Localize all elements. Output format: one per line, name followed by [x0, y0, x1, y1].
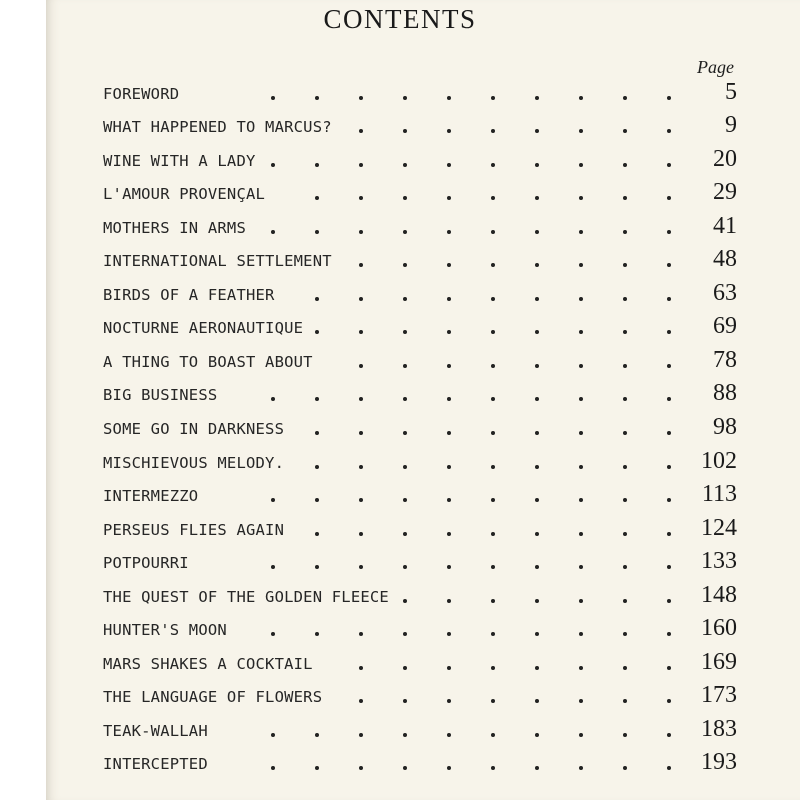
leader-dot	[315, 230, 319, 234]
leader-dot	[403, 766, 407, 770]
leader-dot	[403, 666, 407, 670]
toc-entry-page-number: 41	[713, 212, 737, 239]
leader-dot	[667, 230, 671, 234]
leader-dot	[491, 230, 495, 234]
leader-dot	[315, 532, 319, 536]
leader-dot	[535, 599, 539, 603]
leader-dot	[667, 498, 671, 502]
leader-dot	[623, 766, 627, 770]
leader-dot	[359, 733, 363, 737]
toc-entry-title: THE LANGUAGE OF FLOWERS	[103, 688, 323, 707]
leader-dot	[359, 196, 363, 200]
leader-dot	[623, 465, 627, 469]
leader-dot	[403, 733, 407, 737]
leader-dot	[403, 565, 407, 569]
leader-dot	[579, 230, 583, 234]
leader-dot	[403, 364, 407, 368]
leader-dot	[491, 163, 495, 167]
leader-dot	[535, 666, 539, 670]
toc-entry-page-number: 148	[701, 581, 737, 608]
leader-dot	[667, 263, 671, 267]
leader-dot	[359, 766, 363, 770]
leader-dot	[447, 163, 451, 167]
leader-dot	[315, 632, 319, 636]
toc-entry-title: THE QUEST OF THE GOLDEN FLEECE	[103, 587, 389, 606]
leader-dot	[447, 733, 451, 737]
leader-dot	[315, 163, 319, 167]
toc-entry-page-number: 20	[713, 145, 737, 172]
leader-dot	[667, 364, 671, 368]
leader-dot	[447, 263, 451, 267]
leader-dot	[491, 666, 495, 670]
leader-dot	[447, 431, 451, 435]
leader-dot	[359, 330, 363, 334]
leader-dot	[535, 163, 539, 167]
leader-dot	[359, 666, 363, 670]
leader-dot	[315, 96, 319, 100]
toc-entry-page-number: 63	[713, 279, 737, 306]
toc-entry-page-number: 133	[701, 548, 737, 575]
leader-dot	[491, 599, 495, 603]
leader-dot	[667, 532, 671, 536]
toc-entry-page-number: 102	[701, 447, 737, 474]
leader-dot	[491, 766, 495, 770]
leader-dot	[447, 397, 451, 401]
toc-entry-page-number: 88	[713, 380, 737, 407]
leader-dot	[535, 330, 539, 334]
leader-dot	[491, 733, 495, 737]
table-of-contents	[103, 72, 737, 776]
leader-dot	[535, 699, 539, 703]
leader-dot	[359, 532, 363, 536]
leader-dot	[359, 96, 363, 100]
leader-dot	[579, 297, 583, 301]
leader-dot	[667, 733, 671, 737]
leader-dot	[667, 297, 671, 301]
leader-dot	[535, 230, 539, 234]
toc-entry-page-number: 113	[701, 481, 737, 508]
leader-dot	[447, 330, 451, 334]
toc-entry-page-number: 98	[713, 414, 737, 441]
toc-entry-title: WHAT HAPPENED TO MARCUS?	[103, 118, 332, 137]
leader-dot	[447, 699, 451, 703]
toc-entry-title: BIRDS OF A FEATHER	[103, 285, 275, 304]
leader-dot	[447, 230, 451, 234]
leader-dot	[271, 733, 275, 737]
leader-dot	[403, 632, 407, 636]
toc-entry-title: MARS SHAKES A COCKTAIL	[103, 654, 313, 673]
leader-dot	[271, 230, 275, 234]
leader-dot	[579, 397, 583, 401]
leader-dot	[447, 666, 451, 670]
leader-dot	[447, 532, 451, 536]
toc-entry	[103, 642, 737, 676]
toc-entry	[103, 676, 737, 710]
toc-entry-title: FOREWORD	[103, 84, 180, 103]
leader-dot	[359, 364, 363, 368]
leader-dot	[315, 465, 319, 469]
leader-dot	[579, 465, 583, 469]
leader-dot	[579, 196, 583, 200]
leader-dot	[359, 431, 363, 435]
leader-dot	[447, 129, 451, 133]
leader-dot	[491, 699, 495, 703]
leader-dot	[403, 532, 407, 536]
leader-dot	[623, 599, 627, 603]
leader-dot	[579, 129, 583, 133]
leader-dot	[579, 498, 583, 502]
toc-entry-page-number: 193	[701, 749, 737, 776]
leader-dot	[315, 431, 319, 435]
leader-dot	[579, 699, 583, 703]
leader-dot	[403, 465, 407, 469]
toc-entry	[103, 173, 737, 207]
toc-entry-title: INTERCEPTED	[103, 755, 208, 774]
leader-dot	[315, 498, 319, 502]
page-column-label: Page	[697, 57, 734, 77]
leader-dot	[579, 733, 583, 737]
leader-dot	[447, 96, 451, 100]
leader-dot	[403, 196, 407, 200]
leader-dot	[359, 263, 363, 267]
leader-dot	[579, 632, 583, 636]
leader-dot	[491, 330, 495, 334]
leader-dot	[623, 96, 627, 100]
toc-entry	[103, 407, 737, 441]
toc-entry	[103, 106, 737, 140]
toc-entry	[103, 475, 737, 509]
leader-dot	[667, 599, 671, 603]
toc-entry-page-number: 169	[701, 648, 737, 675]
leader-dot	[623, 230, 627, 234]
leader-dot	[271, 163, 275, 167]
leader-dot	[271, 632, 275, 636]
leader-dot	[315, 397, 319, 401]
leader-dot	[491, 397, 495, 401]
leader-dot	[491, 532, 495, 536]
toc-entry-title: L'AMOUR PROVENÇAL	[103, 185, 266, 204]
toc-entry-page-number: 160	[701, 615, 737, 642]
toc-entry-title: WINE WITH A LADY	[103, 151, 256, 170]
leader-dot	[667, 129, 671, 133]
leader-dot	[623, 330, 627, 334]
leader-dot	[403, 230, 407, 234]
toc-entry-page-number: 9	[725, 112, 737, 139]
leader-dot	[271, 498, 275, 502]
leader-dot	[447, 498, 451, 502]
toc-entry	[103, 575, 737, 609]
toc-entry-title: PERSEUS FLIES AGAIN	[103, 520, 285, 539]
toc-entry	[103, 441, 737, 475]
leader-dot	[623, 699, 627, 703]
leader-dot	[447, 196, 451, 200]
leader-dot	[447, 465, 451, 469]
leader-dot	[491, 96, 495, 100]
toc-entry	[103, 307, 737, 341]
leader-dot	[623, 196, 627, 200]
leader-dot	[403, 498, 407, 502]
leader-dot	[667, 330, 671, 334]
leader-dot	[403, 431, 407, 435]
leader-dot	[359, 129, 363, 133]
leader-dot	[535, 431, 539, 435]
toc-entry-title: BIG BUSINESS	[103, 386, 218, 405]
leader-dot	[535, 766, 539, 770]
leader-dot	[623, 297, 627, 301]
leader-dot	[623, 397, 627, 401]
toc-entry	[103, 139, 737, 173]
leader-dot	[579, 330, 583, 334]
leader-dot	[535, 196, 539, 200]
leader-dot	[579, 532, 583, 536]
toc-entry	[103, 508, 737, 542]
leader-dot	[403, 129, 407, 133]
leader-dot	[623, 532, 627, 536]
leader-dot	[491, 364, 495, 368]
leader-dot	[403, 699, 407, 703]
leader-dot	[535, 733, 539, 737]
leader-dot	[623, 666, 627, 670]
leader-dot	[535, 565, 539, 569]
toc-entry-page-number: 78	[713, 346, 737, 373]
leader-dot	[359, 397, 363, 401]
leader-dot	[491, 632, 495, 636]
toc-entry-title: TEAK-WALLAH	[103, 721, 208, 740]
leader-dot	[623, 733, 627, 737]
leader-dot	[579, 565, 583, 569]
leader-dot	[667, 699, 671, 703]
leader-dot	[491, 498, 495, 502]
leader-dot	[403, 397, 407, 401]
toc-entry	[103, 72, 737, 106]
leader-dot	[579, 96, 583, 100]
leader-dot	[667, 196, 671, 200]
leader-dot	[315, 330, 319, 334]
leader-dot	[403, 263, 407, 267]
leader-dot	[667, 96, 671, 100]
leader-dot	[623, 364, 627, 368]
toc-entry-page-number: 183	[701, 715, 737, 742]
toc-entry	[103, 206, 737, 240]
leader-dot	[359, 465, 363, 469]
toc-entry	[103, 709, 737, 743]
toc-entry-page-number: 5	[725, 78, 737, 105]
leader-dot	[667, 666, 671, 670]
leader-dot	[579, 364, 583, 368]
leader-dot	[403, 330, 407, 334]
toc-entry-title: POTPOURRI	[103, 554, 189, 573]
leader-dot	[315, 766, 319, 770]
toc-entry-title: INTERNATIONAL SETTLEMENT	[103, 252, 332, 271]
leader-dot	[359, 498, 363, 502]
toc-entry-page-number: 173	[701, 682, 737, 709]
leader-dot	[447, 632, 451, 636]
leader-dot	[403, 599, 407, 603]
toc-entry	[103, 542, 737, 576]
leader-dot	[491, 129, 495, 133]
leader-dot	[271, 766, 275, 770]
leader-dot	[535, 364, 539, 368]
leader-dot	[491, 196, 495, 200]
toc-entry-title: HUNTER'S MOON	[103, 621, 227, 640]
leader-dot	[359, 297, 363, 301]
leader-dot	[315, 297, 319, 301]
toc-entry	[103, 609, 737, 643]
leader-dot	[623, 163, 627, 167]
leader-dot	[535, 498, 539, 502]
leader-dot	[535, 532, 539, 536]
leader-dot	[667, 632, 671, 636]
leader-dot	[667, 766, 671, 770]
toc-entry-title: NOCTURNE AERONAUTIQUE	[103, 319, 304, 338]
leader-dot	[359, 163, 363, 167]
toc-entry-page-number: 48	[713, 246, 737, 273]
leader-dot	[359, 632, 363, 636]
leader-dot	[535, 465, 539, 469]
leader-dot	[579, 599, 583, 603]
toc-entry-title: MISCHIEVOUS MELODY.	[103, 453, 285, 472]
leader-dot	[447, 297, 451, 301]
leader-dot	[579, 163, 583, 167]
leader-dot	[579, 263, 583, 267]
leader-dot	[623, 565, 627, 569]
leader-dot	[403, 297, 407, 301]
leader-dot	[535, 297, 539, 301]
leader-dot	[359, 699, 363, 703]
toc-entry-title: INTERMEZZO	[103, 487, 199, 506]
leader-dot	[535, 632, 539, 636]
toc-entry	[103, 743, 737, 777]
leader-dot	[535, 397, 539, 401]
leader-dot	[315, 196, 319, 200]
toc-entry-title: MOTHERS IN ARMS	[103, 218, 246, 237]
toc-entry	[103, 273, 737, 307]
leader-dot	[535, 263, 539, 267]
leader-dot	[667, 465, 671, 469]
toc-entry-page-number: 29	[713, 179, 737, 206]
leader-dot	[667, 163, 671, 167]
leader-dot	[623, 263, 627, 267]
leader-dot	[447, 565, 451, 569]
leader-dot	[447, 599, 451, 603]
leader-dot	[491, 297, 495, 301]
leader-dot	[491, 263, 495, 267]
toc-entry-page-number: 124	[701, 514, 737, 541]
leader-dot	[623, 129, 627, 133]
toc-entry	[103, 240, 737, 274]
toc-entry	[103, 340, 737, 374]
leader-dot	[667, 397, 671, 401]
leader-dot	[535, 129, 539, 133]
leader-dot	[667, 565, 671, 569]
leader-dot	[579, 431, 583, 435]
leader-dot	[271, 96, 275, 100]
leader-dot	[535, 96, 539, 100]
leader-dot	[579, 766, 583, 770]
leader-dot	[667, 431, 671, 435]
toc-entry-page-number: 69	[713, 313, 737, 340]
leader-dot	[447, 766, 451, 770]
toc-entry-title: A THING TO BOAST ABOUT	[103, 352, 313, 371]
leader-dot	[315, 733, 319, 737]
leader-dot	[623, 431, 627, 435]
leader-dot	[491, 431, 495, 435]
leader-dot	[447, 364, 451, 368]
leader-dot	[403, 163, 407, 167]
leader-dot	[403, 96, 407, 100]
leader-dot	[623, 498, 627, 502]
leader-dot	[271, 565, 275, 569]
leader-dot	[491, 565, 495, 569]
page-title: CONTENTS	[323, 4, 477, 34]
leader-dot	[623, 632, 627, 636]
leader-dot	[271, 397, 275, 401]
leader-dot	[315, 565, 319, 569]
toc-entry	[103, 374, 737, 408]
leader-dot	[359, 230, 363, 234]
leader-dot	[579, 666, 583, 670]
leader-dot	[491, 465, 495, 469]
leader-dot	[359, 565, 363, 569]
toc-entry-title: SOME GO IN DARKNESS	[103, 420, 285, 439]
